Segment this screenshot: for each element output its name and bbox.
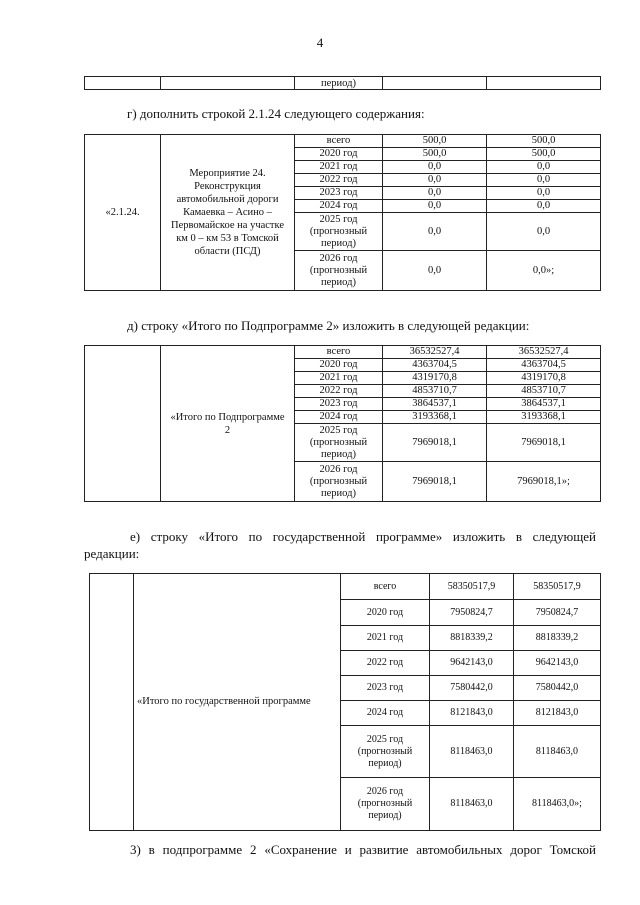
value-cell: 7969018,1»; [487,462,601,502]
value-cell: 8118463,0»; [514,778,601,831]
value-cell: 0,0 [383,213,487,251]
value-cell: 3864537,1 [383,398,487,411]
value-cell: 7969018,1 [383,462,487,502]
value-cell: 4363704,5 [487,359,601,372]
year-cell: 2022 год [295,385,383,398]
value-cell: 500,0 [383,135,487,148]
table-cell [487,77,601,90]
value-cell: 0,0 [383,174,487,187]
value-cell: 36532527,4 [487,346,601,359]
value-cell: 0,0 [383,187,487,200]
value-cell: 3193368,1 [487,411,601,424]
value-cell: 36532527,4 [383,346,487,359]
table-state-program-total [89,573,601,831]
table-d-body [85,346,601,502]
year-cell: всего [295,346,383,359]
table-row [85,135,601,148]
value-cell: 0,0 [487,200,601,213]
value-cell: 8118463,0 [514,726,601,778]
year-cell: 2024 год [295,411,383,424]
value-cell: 0,0 [383,200,487,213]
value-cell: 500,0 [383,148,487,161]
value-cell: 4319170,8 [383,372,487,385]
value-cell: 58350517,9 [430,574,514,600]
table-row [85,346,601,359]
value-cell: 3864537,1 [487,398,601,411]
year-cell: 2023 год [341,676,430,701]
value-cell: 0,0 [383,251,487,291]
value-cell: 0,0 [487,161,601,174]
year-cell: 2020 год [295,359,383,372]
table-row [90,574,601,600]
row-name-cell: Мероприятие 24. Реконструкция автомобильной дороги Камаевка – Асино – Первомайское на участке км 0 – км 53 в Томской области (ПСД) [161,135,295,291]
value-cell: 8118463,0 [430,726,514,778]
value-cell: 0,0»; [487,251,601,291]
paragraph-g: г) дополнить строкой 2.1.24 следующего содержания: [127,106,425,121]
value-cell: 7950824,7 [430,600,514,626]
value-cell: 8121843,0 [514,701,601,726]
value-cell: 9642143,0 [514,651,601,676]
year-cell: 2023 год [295,398,383,411]
year-cell: 2026 год (прогнозный период) [295,251,383,291]
year-cell: 2022 год [341,651,430,676]
table-subprogram-2-total [84,345,601,502]
year-cell: 2020 год [295,148,383,161]
value-cell: 3193368,1 [383,411,487,424]
year-cell: 2022 год [295,174,383,187]
year-cell: всего [295,135,383,148]
value-cell: 4363704,5 [383,359,487,372]
value-cell: 58350517,9 [514,574,601,600]
value-cell: 0,0 [487,174,601,187]
year-cell: 2025 год (прогнозный период) [295,213,383,251]
row-code-cell: «2.1.24. [85,135,161,291]
year-cell: 2025 год (прогнозный период) [295,424,383,462]
value-cell: 0,0 [383,161,487,174]
year-cell: 2021 год [295,372,383,385]
year-cell: 2025 год (прогнозный период) [341,726,430,778]
table-g-body [85,135,601,291]
value-cell: 7969018,1 [487,424,601,462]
value-cell: 8818339,2 [430,626,514,651]
paragraph-e-line2: редакции: [84,546,140,561]
table-cell: период) [295,77,383,90]
value-cell: 7580442,0 [430,676,514,701]
year-cell: 2024 год [341,701,430,726]
value-cell: 4319170,8 [487,372,601,385]
table-cell [383,77,487,90]
value-cell: 500,0 [487,148,601,161]
value-cell: 500,0 [487,135,601,148]
paragraph-e-line1: е) строку «Итого по государственной программе» изложить в следующей [130,529,596,544]
value-cell: 8121843,0 [430,701,514,726]
value-cell: 4853710,7 [383,385,487,398]
value-cell: 4853710,7 [487,385,601,398]
table-cell [85,77,161,90]
year-cell: 2024 год [295,200,383,213]
year-cell: 2021 год [295,161,383,174]
value-cell: 0,0 [487,187,601,200]
paragraph-3: 3) в подпрограмме 2 «Сохранение и развитие автомобильных дорог Томской [130,842,596,857]
paragraph-d: д) строку «Итого по Подпрограмме 2» изложить в следующей редакции: [127,318,530,333]
value-cell: 9642143,0 [430,651,514,676]
year-cell: 2021 год [341,626,430,651]
table-2-1-24 [84,134,601,291]
table-cell [161,77,295,90]
top-continuation-table [84,76,601,90]
year-cell: 2023 год [295,187,383,200]
year-cell: всего [341,574,430,600]
value-cell: 8818339,2 [514,626,601,651]
year-cell: 2026 год (прогнозный период) [341,778,430,831]
year-cell: 2026 год (прогнозный период) [295,462,383,502]
row-name-cell: «Итого по Подпрограмме 2 [161,346,295,502]
value-cell: 7950824,7 [514,600,601,626]
table-e-body [90,574,601,831]
page-number: 4 [316,35,324,50]
value-cell: 7580442,0 [514,676,601,701]
row-name-cell: «Итого по государственной программе [134,574,341,831]
value-cell: 7969018,1 [383,424,487,462]
year-cell: 2020 год [341,600,430,626]
row-code-cell [90,574,134,831]
value-cell: 0,0 [487,213,601,251]
value-cell: 8118463,0 [430,778,514,831]
row-code-cell [85,346,161,502]
